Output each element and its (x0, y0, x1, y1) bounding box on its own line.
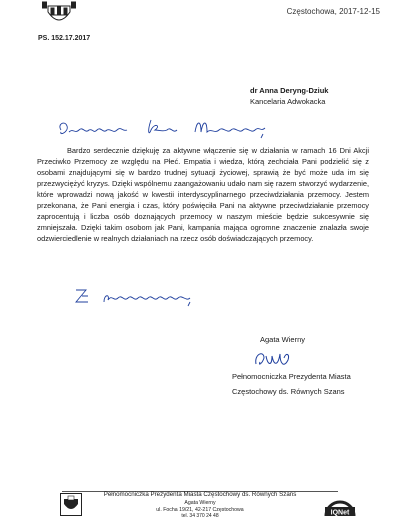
footer-person: Agata Wierny (184, 500, 216, 506)
city-crest-logo (42, 0, 76, 28)
handwritten-closing (70, 282, 220, 308)
reference-number: PS. 152.17.2017 (38, 35, 91, 42)
footer-address: ul. Focha 19/21, 42-217 Częstochowa (156, 507, 244, 513)
signer-name: Agata Wierny (260, 335, 306, 344)
signer-title-line1: Pełnomocniczka Prezydenta Miasta (232, 372, 351, 381)
place-and-date: Częstochowa, 2017-12-15 (286, 7, 380, 16)
letter-body (37, 145, 369, 244)
recipient-name: dr Anna Deryng-Dziuk (250, 86, 329, 95)
footer-office-name: Pełnomocniczka Prezydenta Miasta Częstochowy ds. Równych Szans (103, 491, 297, 498)
body-paragraph: Bardzo serdecznie dziękuję za aktywne włączenie się w działania w ramach 16 Dni Akcji Przeciwko Przemocy ze względu na Płeć. Empatia i wiedza, którą zechciała Pani podzielić się z osobami znajdującymi się w bardzo trudnej sytuacji życiowej, sprawią że być może uda im się przezwyciężyć kryzys. Dzięki wspólnemu zaangażowaniu udało nam się razem stworzyć wydarzenie, które wprowadzi nową jakość w kwestii interdyscyplinarnego przeciwdziałania przemocy. Jestem przekonana, że Pani energia i czas, który poświęciła Pani na aktywne przeciwdziałanie przemocy zaprocentują i liczba osób doznających przemocy w naszym mieście będzie sukcesywnie się zmniejszała. Dzięki takim osobom jak Pani, kampania mająca ogromne znaczenie znalazła swoje odzwierciedlenie w realnych działaniach na rzecz osób doświadczających przemocy. (37, 146, 369, 244)
handwritten-signature (250, 344, 310, 370)
iqnet-label: IQNet (330, 509, 350, 516)
iqnet-certification-logo (322, 490, 358, 516)
recipient-organization: Kancelaria Adwokacka (250, 97, 326, 106)
footer-phone: tel. 34 370 24 48 (181, 513, 219, 519)
signer-title-line2: Częstochowy ds. Równych Szans (232, 387, 345, 396)
handwritten-greeting (55, 112, 275, 142)
